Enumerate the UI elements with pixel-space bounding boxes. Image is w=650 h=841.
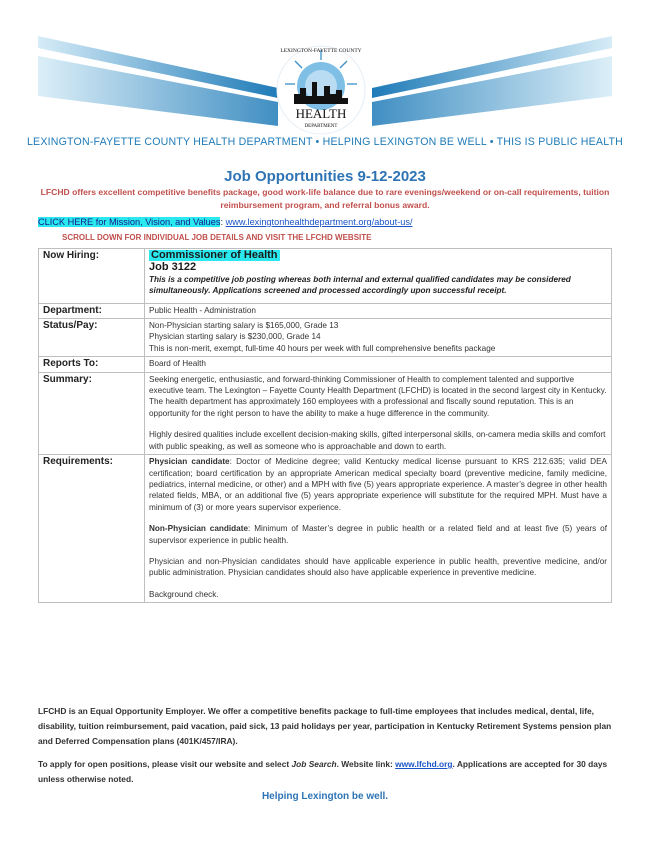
row-summary xyxy=(39,372,612,454)
page-title: Job Opportunities 9-12-2023 xyxy=(224,168,426,185)
physician-requirements xyxy=(149,456,607,513)
scroll-note: SCROLL DOWN FOR INDIVIDUAL JOB DETAILS AND VISIT THE LFCHD WEBSITE xyxy=(62,233,372,242)
row-reports-to xyxy=(39,357,612,372)
health-department-logo xyxy=(262,40,380,136)
apply-middle: . Website link: xyxy=(336,759,396,769)
summary-paragraph: Seeking energetic, enthusiastic, and forward-thinking Commissioner of Health to complement talented and supportive executive team. The Lexington – Fayette County Health Department (LFCHD) is located in the second largest city in Kentucky. The health department has approximately 160 employees with a professional and fiscally sound reputation. This is an opportunity for the right person to have the ability to make a huge difference in the community. xyxy=(149,374,607,418)
row-now-hiring xyxy=(39,249,612,304)
requirements-label: Requirements: xyxy=(39,455,145,603)
job-title: Commissioner of Health xyxy=(151,249,278,261)
logo-main-text: HEALTH xyxy=(295,106,347,121)
posting-note: This is a competitive job posting whereas both internal and external qualified candidates may be considered simultaneously. Applications screened and processed accordingly upon successful receipt. xyxy=(149,274,571,296)
nonphysician-requirements xyxy=(149,523,607,546)
department-value: Public Health - Administration xyxy=(145,303,612,318)
footer-slogan: Helping Lexington be well. xyxy=(261,791,389,802)
mission-line xyxy=(38,217,413,227)
lfchd-website-link[interactable]: www.lfchd.org xyxy=(395,759,453,769)
status-line: This is non-merit, exempt, full-time 40 hours per week with full comprehensive benefits package xyxy=(149,343,496,353)
header-tagline: LEXINGTON-FAYETTE COUNTY HEALTH DEPARTMENT • HELPING LEXINGTON BE WELL • THIS IS PUBLIC HEALTH xyxy=(26,136,624,148)
summary-label: Summary: xyxy=(39,372,145,454)
job-details-table xyxy=(38,248,612,603)
mission-separator: : xyxy=(220,217,226,227)
apply-instructions xyxy=(38,757,612,787)
physician-label: Physician candidate xyxy=(149,457,230,467)
row-requirements xyxy=(39,455,612,603)
apply-suffix: . Applications are accepted for 30 days unless otherwise noted. xyxy=(38,759,608,784)
nonphysician-label: Non-Physician candidate xyxy=(149,524,249,534)
mission-link-label[interactable]: CLICK HERE for Mission, Vision, and Values xyxy=(38,217,221,227)
logo-arc-text: LEXINGTON-FAYETTE COUNTY xyxy=(280,48,362,54)
reports-to-value: Board of Health xyxy=(145,357,612,372)
equal-opportunity-text: LFCHD is an Equal Opportunity Employer. We offer a competitive benefits package to full-time employees that includes medical, dental, life, disability, tuition reimbursement, paid vacation, paid sick, 13 paid holidays per year, participation in Kentucky Retirement Systems pension plan and Deferred Compensation plans (401K/457/IRA). xyxy=(38,706,612,746)
mission-url-link[interactable]: www.lexingtonhealthdepartment.org/about-us/ xyxy=(225,217,413,227)
nonphysician-text: : Minimum of Master’s degree in public health or a related field and at least five (5) years of supervisor experience in public health. xyxy=(149,524,607,545)
logo-sub-text: DEPARTMENT xyxy=(304,124,338,129)
background-check: Background check. xyxy=(149,589,219,599)
summary-paragraph: Highly desired qualities include excellent decision-making skills, gifted interpersonal skills, on-camera media skills and comfort with public speaking, as well as someone who is approachable and down to earth. xyxy=(149,430,606,451)
status-line: Non-Physician starting salary is $165,000, Grade 13 xyxy=(149,321,339,331)
row-status-pay xyxy=(39,319,612,357)
department-label: Department: xyxy=(39,303,145,318)
job-number: Job 3122 xyxy=(149,261,197,274)
reports-to-label: Reports To: xyxy=(39,357,145,372)
job-search-label: Job Search xyxy=(291,759,337,769)
physician-text: : Doctor of Medicine degree; valid Kentucky medical license pursuant to KRS 212.635; valid DEA certification; board certification by an appropriate American medical specialty board (preventive medicine, family medicine, pediatrics, internal medicine, or other) and a MPH with five (5) years appropriate experience. A master’s degree in other health related fields, MBA, or an additional five (5) years appropriate experience will substitute for the required MPH. Must have a minimum of (3) or more years supervisor experience. xyxy=(149,457,607,512)
now-hiring-label: Now Hiring: xyxy=(39,249,145,304)
status-line: Physician starting salary is $230,000, Grade 14 xyxy=(149,332,321,342)
row-department xyxy=(39,303,612,318)
status-pay-label: Status/Pay: xyxy=(39,319,145,357)
benefits-note: LFCHD offers excellent competitive benefits package, good work-life balance due to rare evenings/weekend or on-call requirements, tuition reimbursement program, and referral bonus award. xyxy=(40,187,610,210)
apply-prefix: To apply for open positions, please visit our website and select xyxy=(38,759,292,769)
experience-text: Physician and non-Physician candidates should have applicable experience in public health, preventive medicine, and/or public administration. Physician candidates should also have applicable experience in preventive medicine. xyxy=(149,556,607,578)
